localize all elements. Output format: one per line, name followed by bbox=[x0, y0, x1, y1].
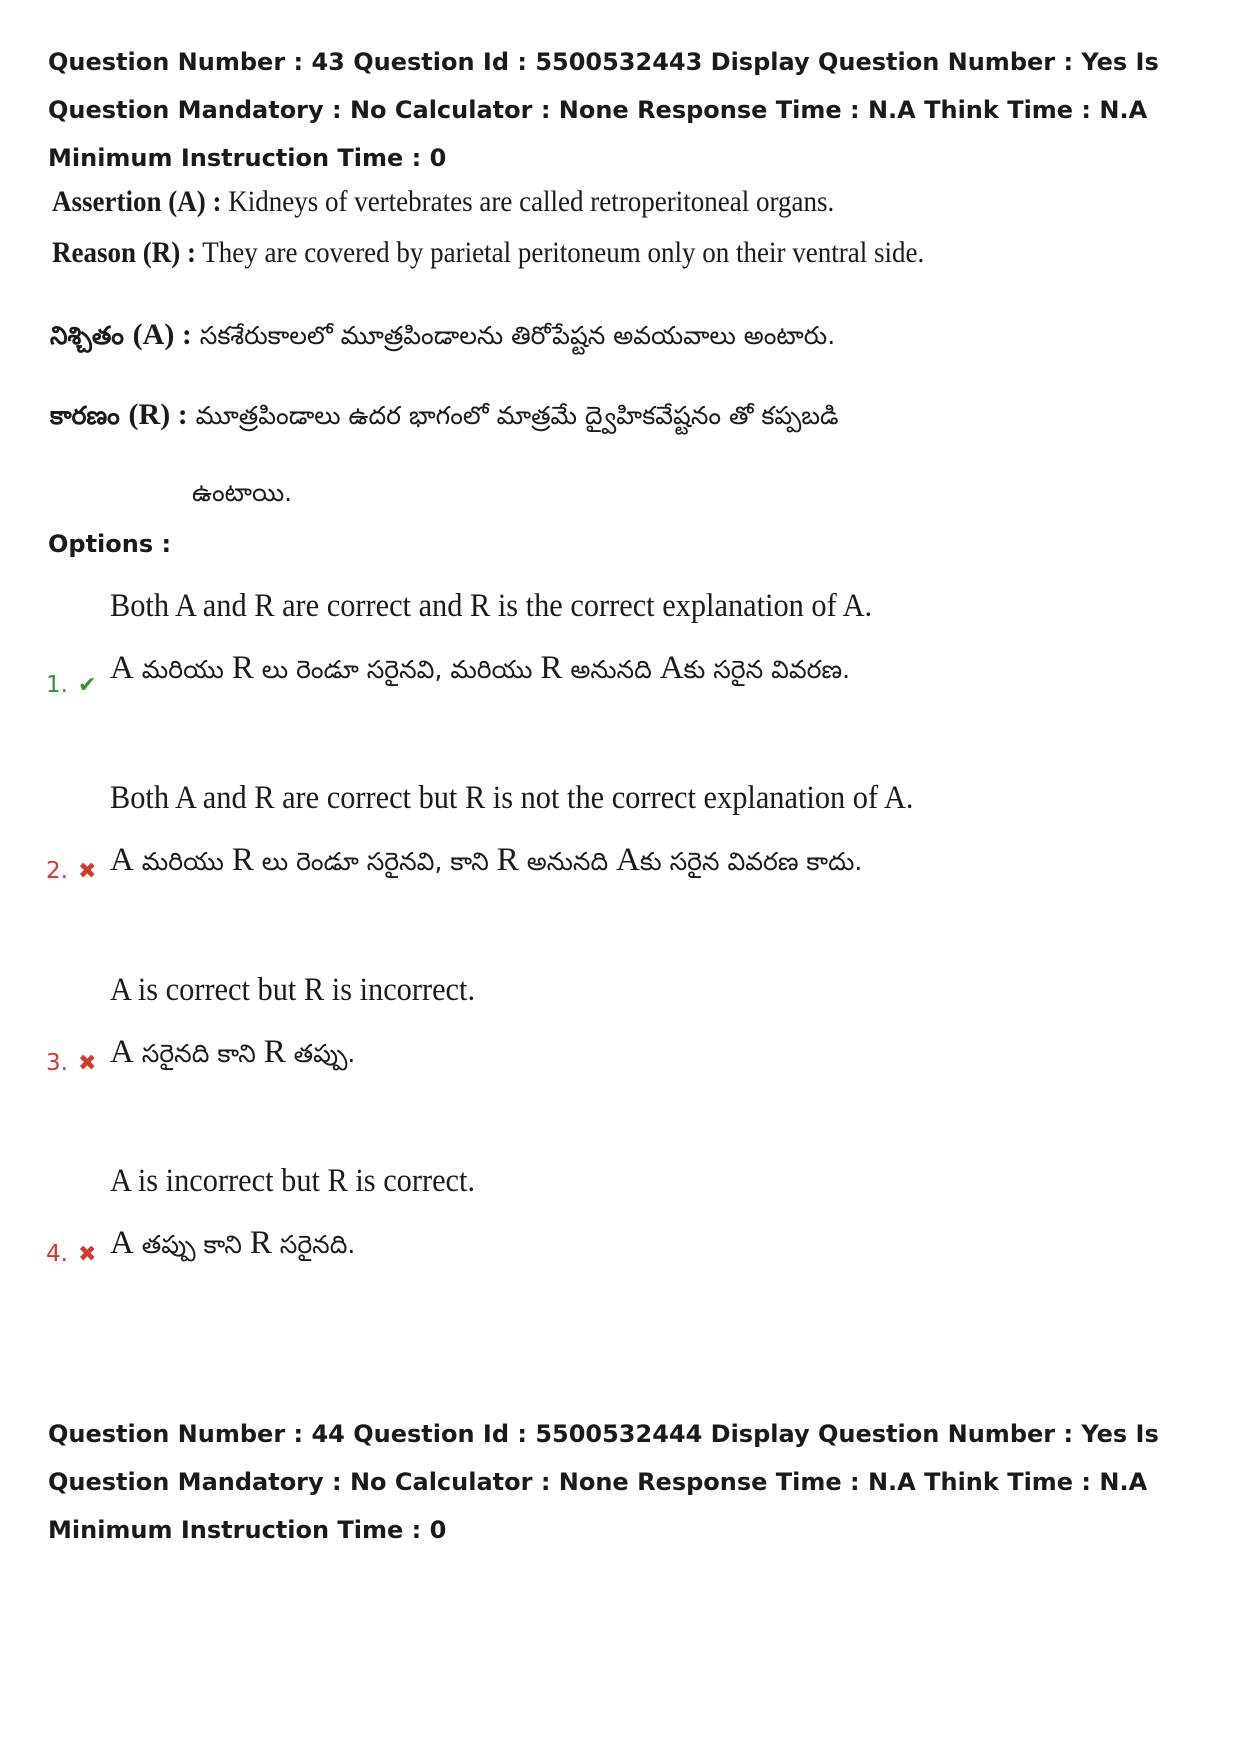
option-1-number: 1. ✔ bbox=[46, 672, 97, 698]
option-3-number: 3. ✖ bbox=[46, 1050, 97, 1076]
reason-telugu-text: మూత్రపిండాలు ఉదర భాగంలో మాత్రమే ద్వైహికవేష్టనం తో కప్పబడి bbox=[195, 401, 839, 430]
reason-statement bbox=[52, 236, 924, 270]
option-2-telugu: A మరియు R లు రెండూ సరైనవి, కాని R అనునది Aకు సరైన వివరణ కాదు. bbox=[110, 842, 863, 878]
option-2-english: Both A and R are correct but R is not the correct explanation of A. bbox=[110, 780, 914, 816]
option-3-english: A is correct but R is incorrect. bbox=[110, 972, 476, 1008]
assertion-telugu-label: నిశ్చితం (A) : bbox=[50, 318, 192, 351]
assertion-telugu-text: సకశేరుకాలలో మూత్రపిండాలను తిరోపేష్టన అవయవాలు అంటారు. bbox=[199, 321, 836, 350]
cross-icon: ✖ bbox=[77, 1050, 97, 1076]
option-4-english: A is incorrect but R is correct. bbox=[110, 1163, 476, 1199]
option-2-number: 2. ✖ bbox=[46, 858, 97, 884]
cross-icon: ✖ bbox=[77, 1241, 97, 1267]
question-44-meta: Question Number : 44 Question Id : 5500532444 Display Question Number : Yes Is Question Mandatory : No Calculator : None Response Time : N.A Think Time : N.A Minimum Instruction Time : 0 bbox=[48, 1420, 1159, 1544]
options-heading: Options : bbox=[48, 530, 172, 558]
reason-telugu bbox=[50, 398, 839, 437]
assertion-label: Assertion (A) : bbox=[52, 185, 222, 218]
option-4-number: 4. ✖ bbox=[46, 1241, 97, 1267]
assertion-telugu bbox=[50, 318, 835, 357]
question-43-meta: Question Number : 43 Question Id : 5500532443 Display Question Number : Yes Is Question Mandatory : No Calculator : None Response Time : N.A Think Time : N.A Minimum Instruction Time : 0 bbox=[48, 48, 1159, 172]
cross-icon: ✖ bbox=[77, 858, 97, 884]
option-1-english: Both A and R are correct and R is the correct explanation of A. bbox=[110, 588, 873, 624]
reason-label: Reason (R) : bbox=[52, 236, 196, 269]
option-1-telugu: A మరియు R లు రెండూ సరైనవి, మరియు R అనునది Aకు సరైన వివరణ. bbox=[110, 650, 851, 686]
assertion-text: Kidneys of vertebrates are called retroperitoneal organs. bbox=[228, 185, 835, 218]
option-3-telugu: A సరైనది కాని R తప్పు. bbox=[110, 1034, 356, 1070]
check-icon: ✔ bbox=[77, 672, 97, 698]
reason-text: They are covered by parietal peritoneum only on their ventral side. bbox=[202, 236, 925, 269]
reason-telugu-label: కారణం (R) : bbox=[50, 398, 188, 431]
assertion-statement bbox=[52, 185, 834, 219]
option-4-telugu: A తప్పు కాని R సరైనది. bbox=[110, 1225, 356, 1261]
reason-telugu-continued: ఉంటాయి. bbox=[192, 478, 293, 507]
